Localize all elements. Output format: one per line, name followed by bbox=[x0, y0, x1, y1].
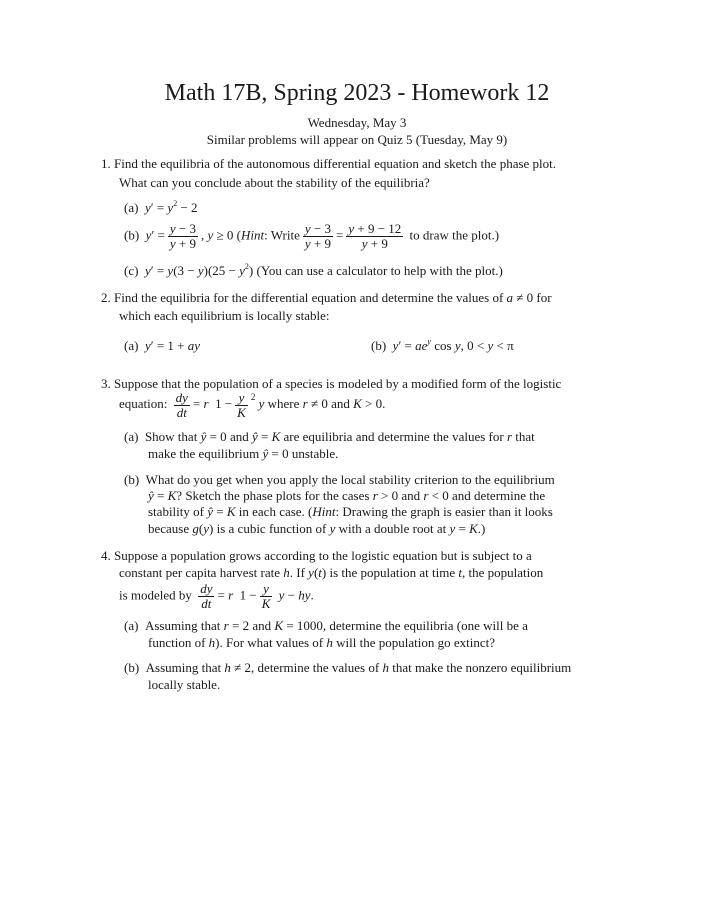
problem-4a-line-2: function of h). For what values of h will the population go extinct? bbox=[148, 635, 495, 650]
problem-1-line-2: What can you conclude about the stability of the equilibria? bbox=[119, 175, 430, 190]
quiz-note: Similar problems will appear on Quiz 5 (Tuesday, May 9) bbox=[206, 132, 508, 147]
page-title: Math 17B, Spring 2023 - Homework 12 bbox=[164, 80, 550, 106]
problem-3b-line-2: ŷ = K? Sketch the phase plots for the cases r > 0 and r < 0 and determine the bbox=[148, 488, 546, 503]
problem-4-line-1: 4. Suppose a population grows according to the logistic equation but is subject to a bbox=[101, 548, 532, 563]
fraction: $\frac{y - 3}{y + 9}$ bbox=[169, 221, 197, 251]
problem-3-equation: equation: $\frac{dy}{dt}$ = r 1 − $\frac{y}{K}$ $^2$ y where r ≠ 0 and K > 0. bbox=[119, 389, 386, 420]
problem-3b-line-4: because g(y) is a cubic function of y with a double root at y = K.) bbox=[148, 521, 486, 536]
problem-2-line-2: which each equilibrium is locally stable: bbox=[119, 308, 330, 323]
fraction: $\frac{y}{K}$ bbox=[237, 389, 246, 420]
fraction: $\frac{y + 9 - 12}{y + 9}$ bbox=[348, 221, 402, 251]
problem-3a-line-2: make the equilibrium ŷ = 0 unstable. bbox=[148, 446, 339, 461]
problem-3-line-1: 3. Suppose that the population of a species is modeled by a modified form of the logistic bbox=[101, 376, 562, 391]
problem-1b: (b) y′ = $\frac{y - 3}{y + 9}$ , y ≥ 0 (Hint: Write $\frac{y - 3}{y + 9}$ = $\frac{y + 9 - 12}{y + 9}$ to draw the plot.) bbox=[124, 221, 500, 251]
problem-2a: (a) y′ = 1 + ay bbox=[124, 338, 201, 353]
problem-4-equation: is modeled by $\frac{dy}{dt}$ = r 1 − $\frac{y}{K}$ y − hy. bbox=[119, 581, 314, 611]
problem-2b: (b) $y' = ae^y$ cos y, 0 < y < π bbox=[371, 337, 514, 353]
problem-1a: (a) $y' = y^2 - 2$ bbox=[124, 199, 198, 215]
fraction: $\frac{y}{K}$ bbox=[261, 581, 271, 611]
problem-4-line-2: constant per capita harvest rate h. If y(t) is the population at time t, the population bbox=[119, 565, 544, 580]
fraction: $\frac{dy}{dt}$ bbox=[175, 389, 188, 420]
fraction: $\frac{y - 3}{y + 9}$ bbox=[304, 221, 331, 251]
fraction: $\frac{dy}{dt}$ bbox=[200, 581, 213, 611]
problem-4a-line-1: (a) Assuming that r = 2 and K = 1000, determine the equilibria (one will be a bbox=[124, 618, 528, 633]
problem-3b-line-3: stability of ŷ = K in each case. (Hint: Drawing the graph is easier than it looks bbox=[148, 504, 553, 519]
problem-4b-line-2: locally stable. bbox=[148, 677, 221, 692]
problem-1c: (c) $y' = y(3 - y)(25 - y^2)$ (You can use a calculator to help with the plot.) bbox=[124, 262, 503, 278]
problem-3a-line-1: (a) Show that ŷ = 0 and ŷ = K are equilibria and determine the values for r that bbox=[124, 429, 535, 444]
problem-1-line-1: 1. Find the equilibria of the autonomous differential equation and sketch the phase plot. bbox=[101, 156, 557, 171]
date-line: Wednesday, May 3 bbox=[307, 115, 407, 130]
problem-3b-line-1: (b) What do you get when you apply the local stability criterion to the equilibrium bbox=[124, 472, 555, 487]
problem-2-line-1: 2. Find the equilibria for the differential equation and determine the values of a ≠ 0 for bbox=[101, 290, 552, 305]
problem-4b-line-1: (b) Assuming that h ≠ 2, determine the values of h that make the nonzero equilibrium bbox=[124, 660, 572, 675]
